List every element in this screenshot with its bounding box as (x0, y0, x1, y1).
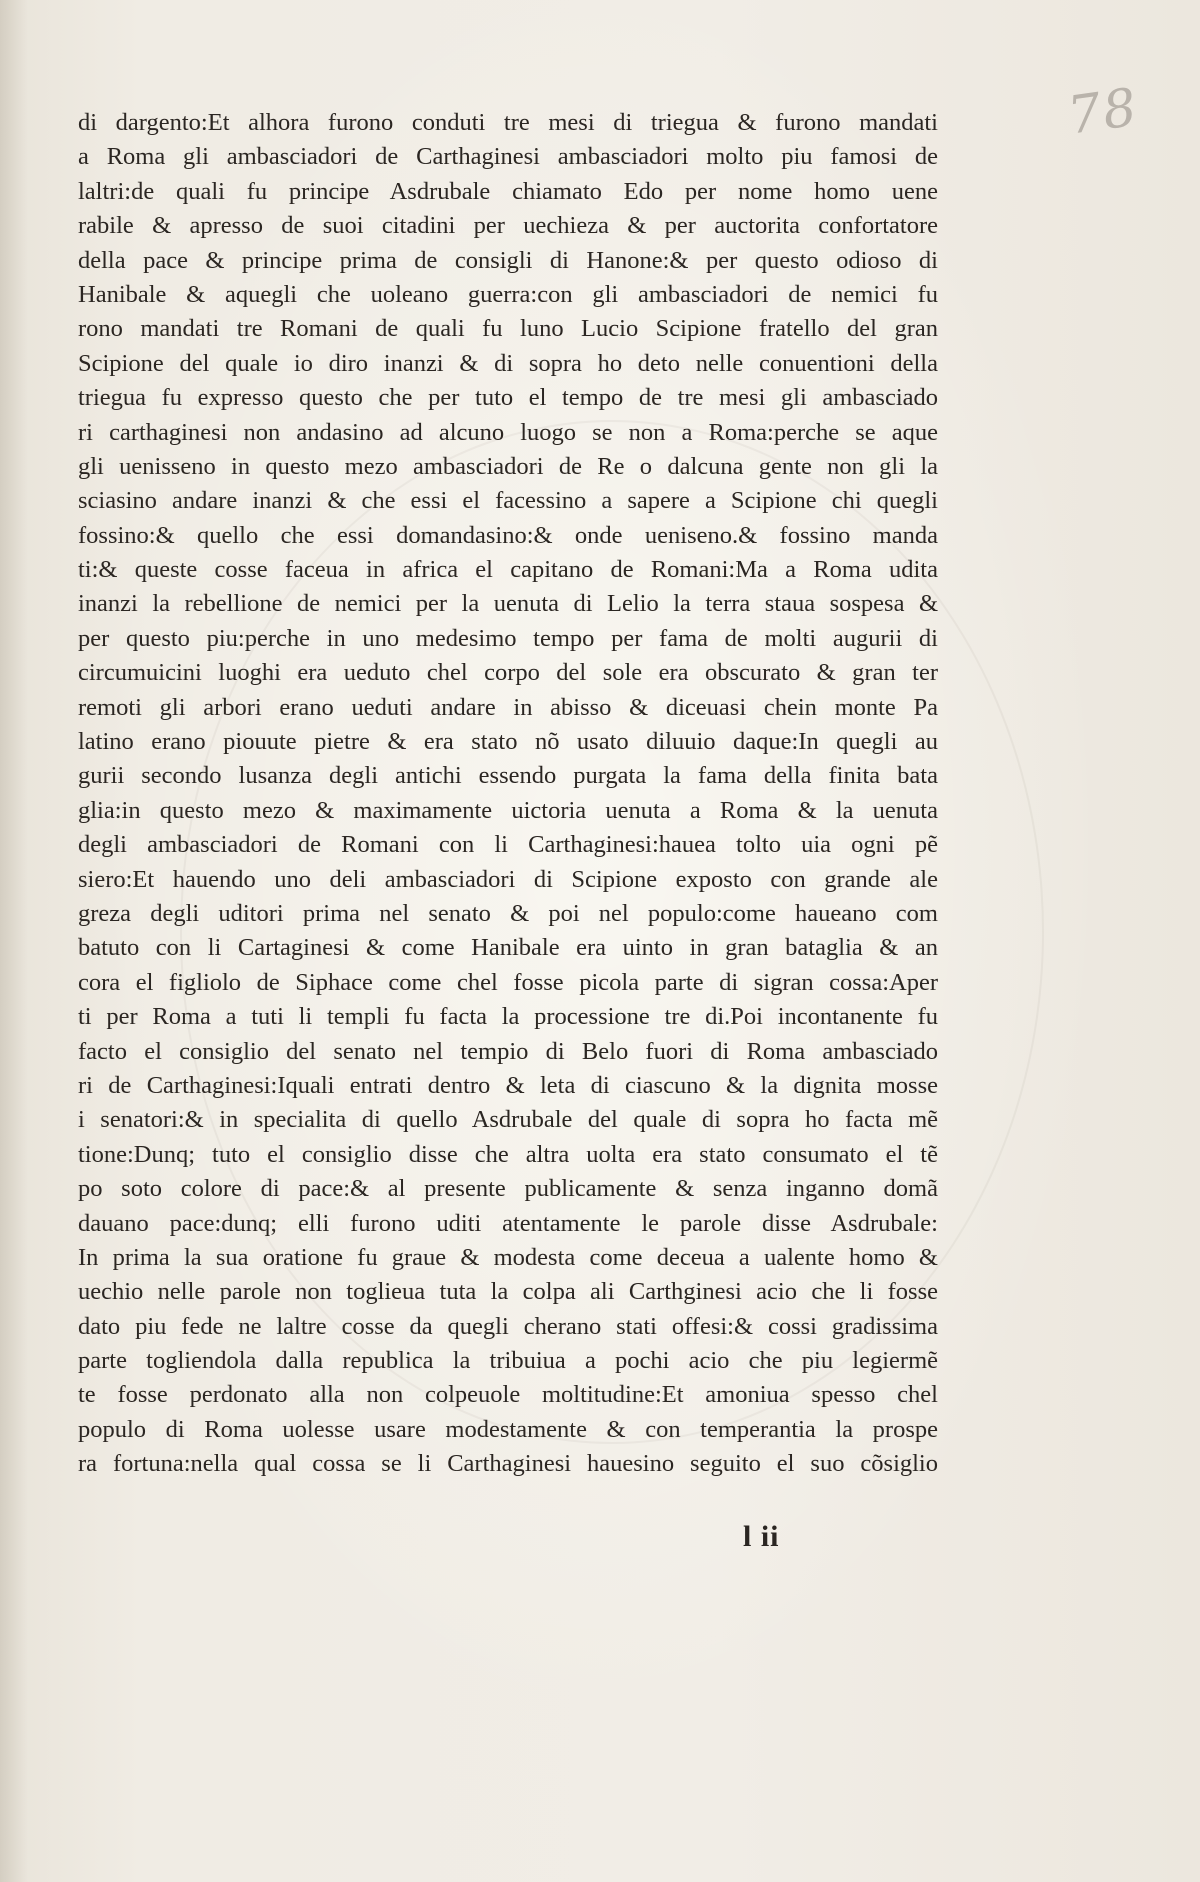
text-line: cora el figliolo de Siphace come chel fosse picola parte di sigran cossa:Aper (78, 968, 938, 996)
text-line: fossino:& quello che essi domandasino:& onde ueniseno.& fossino manda (78, 521, 938, 549)
text-line: uechio nelle parole non toglieua tuta la colpa ali Carthginesi acio che li fosse (78, 1278, 938, 1306)
text-line: i senatori:& in specialita di quello Asdrubale del quale di sopra ho facta mẽ (78, 1106, 938, 1134)
text-line: greza degli uditori prima nel senato & poi nel populo:come haueano com (78, 899, 938, 927)
text-line: remoti gli arbori erano ueduti andare in abisso & diceuasi chein monte Pa (78, 693, 938, 721)
text-line: triegua fu expresso questo che per tuto el tempo de tre mesi gli ambasciado (78, 384, 938, 412)
text-line: siero:Et hauendo uno deli ambasciadori di Scipione exposto con grande ale (78, 865, 938, 893)
text-line: dato piu fede ne laltre cosse da quegli cherano stati offesi:& cossi gradissima (78, 1312, 938, 1340)
text-line: po soto colore di pace:& al presente publicamente & senza inganno domã (78, 1175, 938, 1203)
text-line: circumuicini luoghi era ueduto chel corpo del sole era obscurato & gran ter (78, 659, 938, 687)
text-line: In prima la sua oratione fu graue & modesta come deceua a ualente homo & (78, 1243, 938, 1271)
text-line: Hanibale & aquegli che uoleano guerra:con gli ambasciadori de nemici fu (78, 280, 938, 308)
text-line: populo di Roma uolesse usare modestamente & con temperantia la prospe (78, 1415, 938, 1443)
text-line: ri de Carthaginesi:Iquali entrati dentro & leta di ciascuno & la dignita mosse (78, 1071, 938, 1099)
text-line: gurii secondo lusanza degli antichi essendo purgata la fama della finita bata (78, 762, 938, 790)
text-line: per questo piu:perche in uno medesimo tempo per fama de molti augurii di (78, 624, 938, 652)
folio-number: 78 (1064, 77, 1143, 147)
text-line: ra fortuna:nella qual cossa se li Carthaginesi hauesino seguito el suo cõsiglio (78, 1450, 938, 1478)
text-line: ti:& queste cosse faceua in africa el capitano de Romani:Ma a Roma udita (78, 556, 938, 584)
text-line: ri carthaginesi non andasino ad alcuno luogo se non a Roma:perche se aque (78, 418, 938, 446)
text-line: gli uenisseno in questo mezo ambasciadori de Re o dalcuna gente non gli la (78, 452, 938, 480)
text-line: latino erano piouute pietre & era stato nõ usato diluuio daque:In quegli au (78, 728, 938, 756)
text-line: batuto con li Cartaginesi & come Hanibale era uinto in gran bataglia & an (78, 934, 938, 962)
text-line: dauano pace:dunq; elli furono uditi atentamente le parole disse Asdrubale: (78, 1209, 938, 1237)
text-line: sciasino andare inanzi & che essi el facessino a sapere a Scipione chi quegli (78, 487, 938, 515)
text-line: degli ambasciadori de Romani con li Carthaginesi:hauea tolto uia ogni pẽ (78, 831, 938, 859)
text-line: parte togliendola dalla republica la tribuiua a pochi acio che piu legiermẽ (78, 1347, 938, 1375)
text-line: tione:Dunq; tuto el consiglio disse che altra uolta era stato consumato el tẽ (78, 1140, 938, 1168)
text-line: della pace & principe prima de consigli di Hanone:& per questo odioso di (78, 246, 938, 274)
text-line: Scipione del quale io diro inanzi & di sopra ho deto nelle conuentioni della (78, 349, 938, 377)
text-line: laltri:de quali fu principe Asdrubale chiamato Edo per nome homo uene (78, 177, 938, 205)
text-line: ti per Roma a tuti li templi fu facta la processione tre di.Poi incontanente fu (78, 1003, 938, 1031)
text-line: rabile & apresso de suoi citadini per uechieza & per auctorita confortatore (78, 212, 938, 240)
text-block (78, 106, 938, 1482)
text-line: glia:in questo mezo & maximamente uictoria uenuta a Roma & la uenuta (78, 796, 938, 824)
text-line: inanzi la rebellione de nemici per la uenuta di Lelio la terra staua sospesa & (78, 590, 938, 618)
text-line: a Roma gli ambasciadori de Carthaginesi ambasciadori molto piu famosi de (78, 143, 938, 171)
text-line: di dargento:Et alhora furono conduti tre mesi di triegua & furono mandati (78, 109, 938, 136)
text-line: rono mandati tre Romani de quali fu luno Lucio Scipione fratello del gran (78, 315, 938, 343)
text-line: facto el consiglio del senato nel tempio di Belo fuori di Roma ambasciado (78, 1037, 938, 1065)
signature-mark: l ii (743, 1520, 780, 1553)
text-line: te fosse perdonato alla non colpeuole moltitudine:Et amoniua spesso chel (78, 1381, 938, 1409)
